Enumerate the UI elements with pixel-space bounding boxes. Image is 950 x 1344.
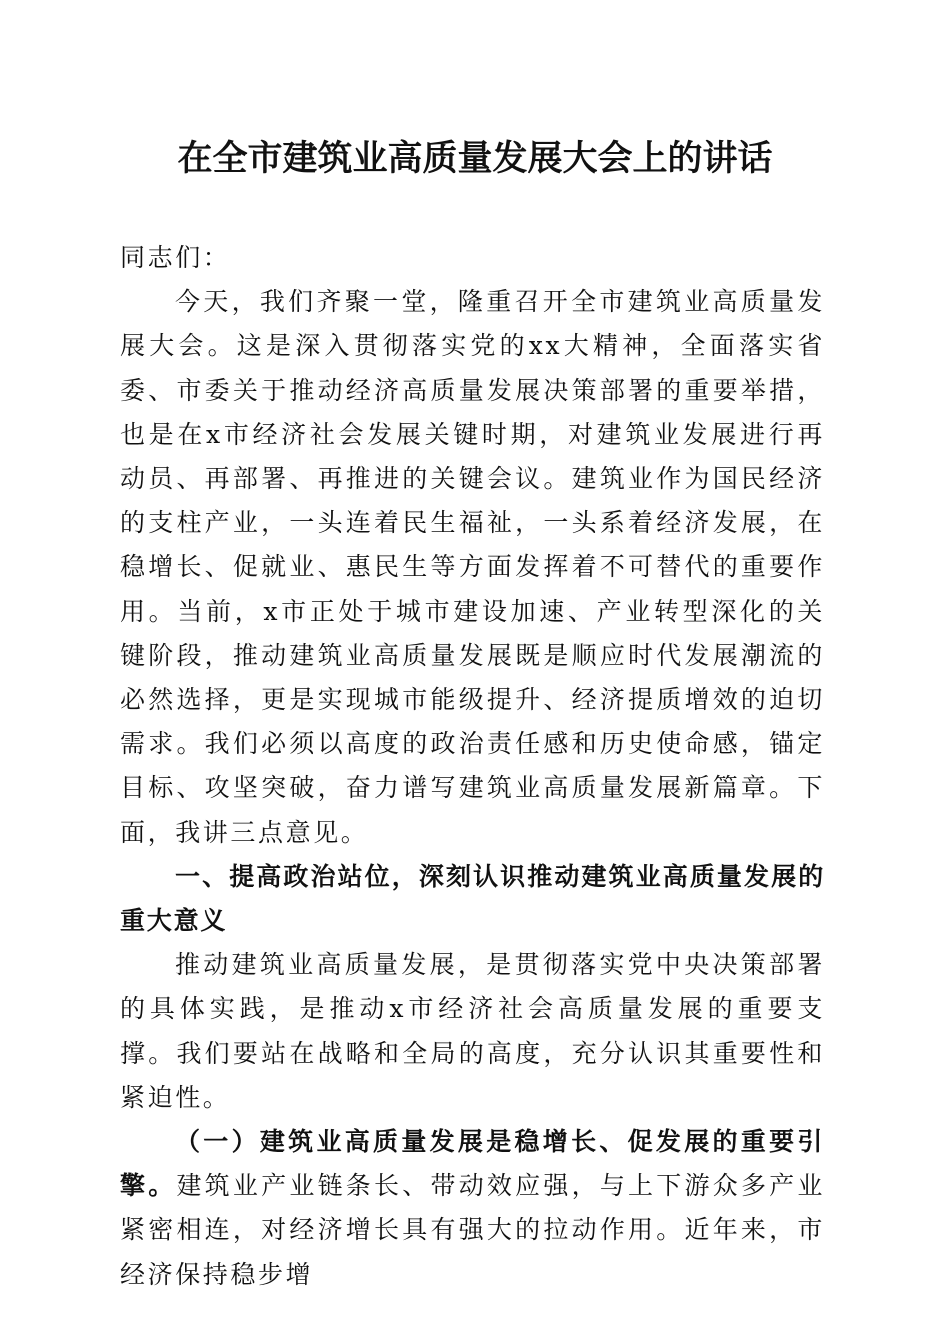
document-body xyxy=(120,236,825,1297)
document-title: 在全市建筑业高质量发展大会上的讲话 xyxy=(177,138,773,179)
section-heading-1: 一、提高政治站位，深刻认识推动建筑业高质量发展的重大意义 xyxy=(120,861,825,936)
subsection-1-paragraph xyxy=(120,1120,825,1297)
salutation: 同志们： xyxy=(120,243,231,272)
subsection-1-text: 建筑业产业链条长、带动效应强，与上下游众多产业紧密相连，对经济增长具有强大的拉动作用。近年来，市经济保持稳步增 xyxy=(120,1171,825,1289)
section-1-paragraph: 推动建筑业高质量发展，是贯彻落实党中央决策部署的具体实践，是推动x市经济社会高质量发展的重要支撑。我们要站在战略和全局的高度，充分认识其重要性和紧迫性。 xyxy=(120,950,825,1112)
subsection-heading-1: （一）建筑业高质量发展是稳增长、促发展的重要引擎。 xyxy=(120,1127,825,1201)
intro-paragraph: 今天，我们齐聚一堂，隆重召开全市建筑业高质量发展大会。这是深入贯彻落实党的xx大精神，全面落实省委、市委关于推动经济高质量发展决策部署的重要举措，也是在x市经济社会发展关键时期，对建筑业发展进行再动员、再部署、再推进的关键会议。建筑业作为国民经济的支柱产业，一头连着民生福祉，一头系着经济发展，在稳增长、促就业、惠民生等方面发挥着不可替代的重要作用。当前，x市正处于城市建设加速、产业转型深化的关键阶段，推动建筑业高质量发展既是顺应时代发展潮流的必然选择，更是实现城市能级提升、经济提质增效的迫切需求。我们必须以高度的政治责任感和历史使命感，锚定目标、攻坚突破，奋力谱写建筑业高质量发展新篇章。下面，我讲三点意见。 xyxy=(120,287,825,847)
